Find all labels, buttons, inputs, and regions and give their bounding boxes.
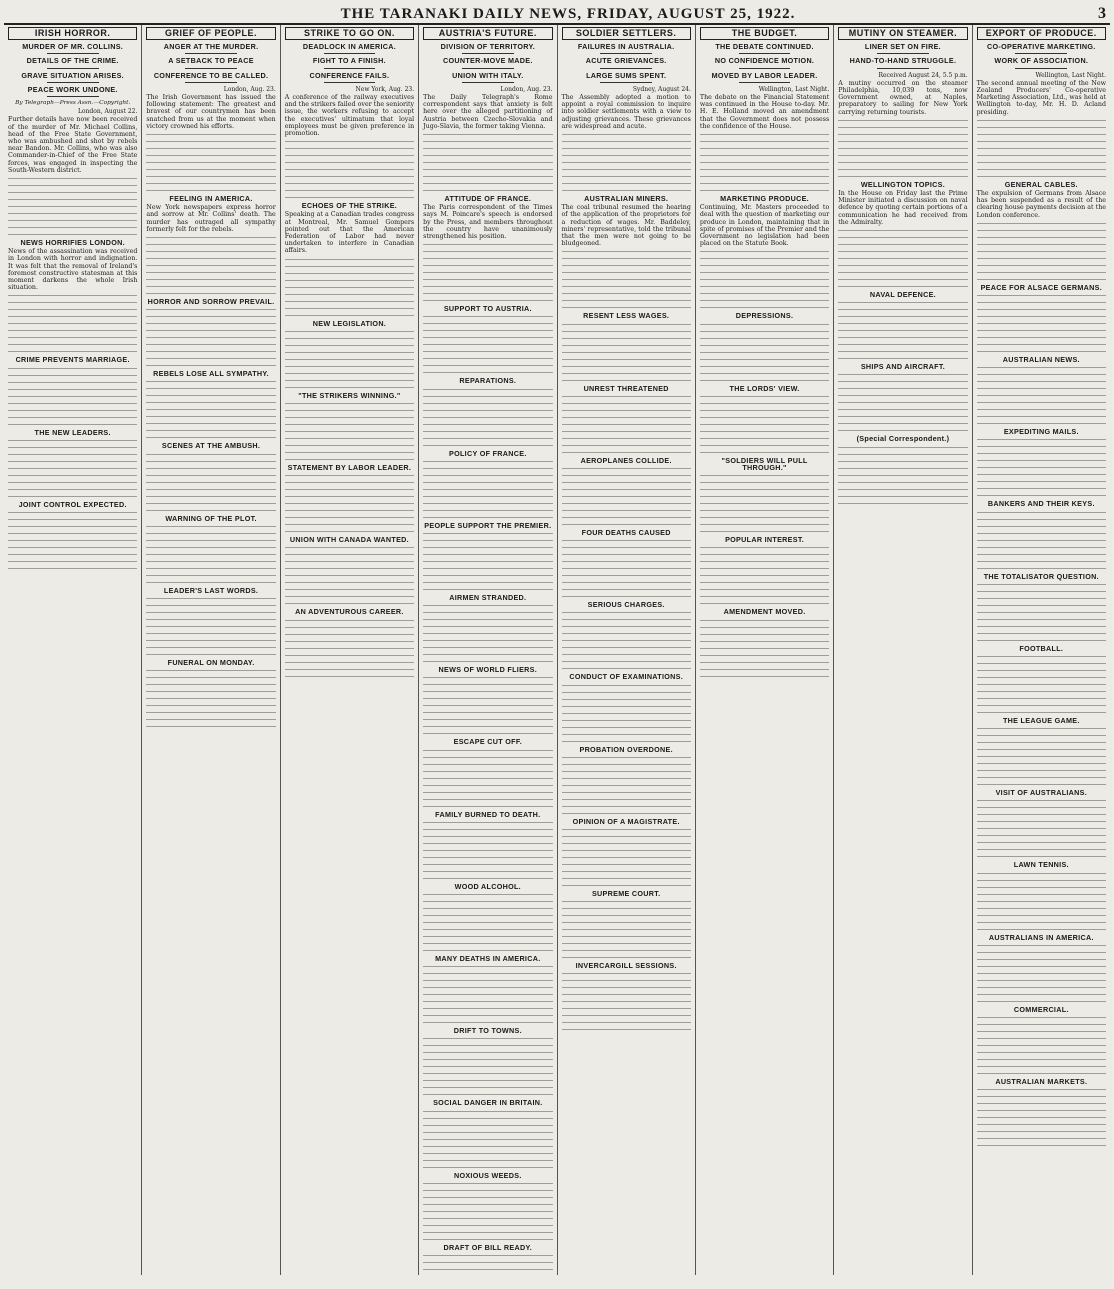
text-lines [562, 394, 691, 454]
text-lines [977, 871, 1106, 931]
text-lines [838, 445, 967, 505]
text-lines [977, 118, 1106, 178]
article-text: The Irish Government has issued the following statement: The greatest and bravest of our countrymen has been snatched from us at the moment when victory crowned his efforts. [146, 94, 276, 130]
rule [47, 53, 99, 54]
text-lines [977, 293, 1106, 353]
text-lines [285, 257, 414, 317]
section-heading: AMENDMENT MOVED. [723, 607, 806, 617]
section-heading: COMMERCIAL. [1013, 1004, 1069, 1014]
received-line: London, Aug. 23. [500, 85, 553, 93]
received-line: New York, Aug. 23. [355, 85, 415, 93]
text-lines [700, 394, 829, 454]
section-heading: THE LEAGUE GAME. [1002, 716, 1080, 726]
text-lines [977, 654, 1106, 714]
rule [185, 82, 237, 83]
text-lines [700, 545, 829, 605]
section-heading: CONDUCT OF EXAMINATIONS. [569, 672, 684, 682]
text-lines [700, 249, 829, 309]
article-subheading: UNION WITH ITALY. [452, 70, 524, 80]
article-subheading: CONFERENCE FAILS. [309, 70, 390, 80]
section-heading: DEPRESSIONS. [735, 311, 794, 321]
section-heading: BANKERS AND THEIR KEYS. [987, 499, 1095, 509]
section-heading: FOOTBALL. [1019, 643, 1064, 653]
section-heading: SCENES AT THE AMBUSH. [161, 441, 261, 451]
section-heading: MANY DEATHS IN AMERICA. [435, 954, 541, 964]
article-heading: EXPORT OF PRODUCE. [977, 27, 1106, 40]
rule [739, 53, 791, 54]
article-text: Continuing, Mr. Masters proceeded to deal with the question of marketing our produce in London, maintaining that in spite of promises of the Premier and the Government no legislation had been placed on the Statute Book. [699, 204, 830, 248]
article-subheading: FIGHT TO A FINISH. [312, 56, 386, 66]
article-subheading: ANGER AT THE MURDER. [163, 42, 259, 52]
text-lines [423, 1109, 552, 1169]
received-line: London, Aug. 23. [223, 85, 276, 93]
article-text: The debate on the Financial Statement was continued in the House to-day. Mr. H. E. Holland moved an amendment that the Government does not possess the confidence of the House. [699, 94, 830, 130]
text-lines [146, 524, 275, 584]
section-heading: POLICY OF FRANCE. [448, 448, 527, 458]
text-lines [977, 365, 1106, 425]
article-heading: MUTINY ON STEAMER. [838, 27, 967, 40]
section-heading: DRIFT TO TOWNS. [453, 1026, 522, 1036]
article-text: A mutiny occurred on the steamer Philadelphia, 10,039 tons, now Government owned, at Naples, preparatory to sailing for New York carrying returning tourists. [838, 79, 968, 116]
text-lines [562, 755, 691, 815]
article-text: The Paris correspondent of the Times says M. Poincare's speech is endorsed by the Press, and members throughout the country have unanimously strengthened his position. [423, 204, 553, 241]
received-line: Wellington, Last Night. [1035, 71, 1106, 79]
article-column [281, 25, 419, 1275]
section-heading: ATTITUDE OF FRANCE. [444, 194, 532, 204]
article-subheading: A SETBACK TO PEACE [168, 56, 254, 66]
section-heading: NEWS OF WORLD FLIERS. [438, 665, 538, 675]
article-text: The Daily Telegraph's Rome correspondent says that anxiety is felt here over the alleged partitioning of Austria between Czecho-Slovakia and Jugo-Slavia, the former taking Vienna. [423, 94, 553, 130]
text-lines [838, 300, 967, 360]
section-heading: POPULAR INTEREST. [725, 535, 805, 545]
section-heading: NEWS HORRIFIES LONDON. [20, 238, 125, 248]
article-subheading: CONFERENCE TO BE CALLED. [153, 70, 269, 80]
rule [324, 82, 376, 83]
section-heading: CRIME PREVENTS MARRIAGE. [15, 355, 130, 365]
text-lines [423, 242, 552, 302]
rule [185, 68, 237, 69]
text-lines [146, 235, 275, 295]
section-heading: PEOPLE SUPPORT THE PREMIER. [424, 520, 552, 530]
rule [1015, 53, 1067, 54]
text-lines [562, 322, 691, 382]
text-lines [423, 964, 552, 1024]
text-lines [423, 459, 552, 519]
article-column [142, 25, 280, 1275]
article-subheading: COUNTER-MOVE MADE. [442, 56, 533, 66]
text-lines [977, 221, 1106, 281]
text-lines [977, 943, 1106, 1003]
section-heading: VISIT OF AUSTRALIANS. [995, 788, 1088, 798]
article-text: New York newspapers express horror and sorrow at Mr. Collins' death. The murder has outraged all sympathy formerly felt for the rebels. [146, 204, 276, 233]
section-heading: SUPPORT TO AUSTRIA. [443, 304, 532, 314]
article-heading: THE BUDGET. [700, 27, 829, 40]
section-heading: "THE STRIKERS WINNING." [298, 390, 401, 400]
text-lines [423, 1181, 552, 1241]
text-lines [562, 466, 691, 526]
article-subheading: WORK OF ASSOCIATION. [994, 56, 1089, 66]
received-line: Sydney, August 24. [632, 85, 691, 93]
text-lines [8, 510, 137, 570]
article-subheading: CO-OPERATIVE MARKETING. [987, 42, 1096, 52]
section-heading: THE NEW LEADERS. [34, 427, 111, 437]
section-heading: EXPEDITING MAILS. [1003, 427, 1079, 437]
section-heading: WARNING OF THE PLOT. [165, 513, 257, 523]
article-text: In the House on Friday last the Prime Minister initiated a discussion on naval defence by quoting certain portions of a communication he had received from the Admiralty. [838, 190, 968, 226]
section-heading: FOUR DEATHS CAUSED [581, 528, 671, 538]
text-lines [838, 372, 967, 432]
section-heading: "SOLDIERS WILL PULL THROUGH." [721, 455, 808, 473]
section-heading: AUSTRALIAN MINERS. [584, 194, 669, 204]
section-heading: JOINT CONTROL EXPECTED. [18, 499, 127, 509]
article-subheading: MURDER OF MR. COLLINS. [22, 42, 124, 52]
text-lines [977, 510, 1106, 570]
text-lines [562, 538, 691, 598]
article-text: Further details have now been received of the murder of Mr. Michael Collins, head of the Free State Government, who was ambushed and shot by rebels near Bandon. Mr. Collins, who was also Commander-in-Chief of the Free State forces, was engaged in inspecting the South-Western district. [8, 116, 138, 174]
section-heading: FEELING IN AMERICA. [169, 194, 253, 204]
article-column [4, 25, 142, 1275]
text-lines [423, 603, 552, 663]
article-column [419, 25, 557, 1275]
section-heading: (Special Correspondent.) [856, 434, 950, 444]
text-lines [285, 139, 414, 199]
rule [600, 53, 652, 54]
byline: By Telegraph—Press Assn.—Copyright. [15, 100, 131, 107]
section-heading: NOXIOUS WEEDS. [453, 1170, 522, 1180]
text-lines [977, 1087, 1106, 1147]
text-lines [423, 820, 552, 880]
rule [47, 96, 99, 97]
article-subheading: LINER SET ON FIRE. [864, 42, 941, 52]
text-lines [285, 473, 414, 533]
section-heading: NEW LEGISLATION. [312, 318, 387, 328]
section-heading: AUSTRALIANS IN AMERICA. [988, 932, 1094, 942]
masthead [4, 3, 1110, 25]
text-lines [8, 438, 137, 498]
section-heading: SHIPS AND AIRCRAFT. [860, 362, 946, 372]
text-lines [977, 798, 1106, 858]
rule [1015, 68, 1067, 69]
text-lines [423, 892, 552, 952]
rule [324, 68, 376, 69]
rule [324, 53, 376, 54]
section-heading: REPARATIONS. [459, 376, 517, 386]
text-lines [146, 596, 275, 656]
text-lines [977, 726, 1106, 786]
rule [462, 82, 514, 83]
article-heading: SOLDIER SETTLERS. [562, 27, 691, 40]
text-lines [423, 531, 552, 591]
article-subheading: FAILURES IN AUSTRALIA. [577, 42, 675, 52]
section-heading: THE LORDS' VIEW. [729, 383, 800, 393]
text-lines [146, 379, 275, 439]
article-subheading: NO CONFIDENCE MOTION. [714, 56, 815, 66]
text-lines [8, 366, 137, 426]
text-lines [700, 618, 829, 678]
rule [877, 53, 929, 54]
section-heading: AUSTRALIAN MARKETS. [995, 1077, 1088, 1087]
article-subheading: GRAVE SITUATION ARISES. [21, 70, 124, 80]
rule [600, 68, 652, 69]
text-lines [423, 1036, 552, 1096]
section-heading: WOOD ALCOHOL. [454, 881, 521, 891]
text-lines [8, 176, 137, 236]
article-column [834, 25, 972, 1275]
text-lines [146, 307, 275, 367]
article-heading: AUSTRIA'S FUTURE. [423, 27, 552, 40]
text-lines [562, 683, 691, 743]
section-heading: REBELS LOSE ALL SYMPATHY. [153, 369, 269, 379]
rule [739, 68, 791, 69]
article-subheading: PEACE WORK UNDONE. [27, 84, 118, 94]
text-lines [423, 387, 552, 447]
section-heading: AEROPLANES COLLIDE. [580, 455, 672, 465]
article-subheading: LARGE SUMS SPENT. [586, 70, 667, 80]
text-lines [700, 132, 829, 192]
text-lines [562, 827, 691, 887]
article-subheading: DETAILS OF THE CRIME. [26, 56, 119, 66]
section-heading: GENERAL CABLES. [1004, 179, 1078, 189]
rule [462, 53, 514, 54]
article-heading: IRISH HORROR. [8, 27, 137, 40]
section-heading: UNREST THREATENED [583, 383, 669, 393]
text-lines [700, 322, 829, 382]
section-heading: FAMILY BURNED TO DEATH. [435, 809, 541, 819]
section-heading: NAVAL DEFENCE. [869, 290, 936, 300]
text-lines [285, 329, 414, 389]
text-lines [146, 452, 275, 512]
section-heading: SOCIAL DANGER IN BRITAIN. [433, 1098, 543, 1108]
section-heading: ECHOES OF THE STRIKE. [301, 201, 398, 211]
article-subheading: THE DEBATE CONTINUED. [715, 42, 814, 52]
section-heading: PEACE FOR ALSACE GERMANS. [980, 282, 1103, 292]
section-heading: MARKETING PRODUCE. [720, 194, 809, 204]
text-lines [977, 1015, 1106, 1075]
section-heading: SERIOUS CHARGES. [587, 600, 665, 610]
article-text: Speaking at a Canadian trades congress at Montreal, Mr. Samuel Gompers pointed out that the American Federation of Labor had never undertaken to interfere in Canadian affairs. [284, 211, 415, 255]
text-lines [700, 473, 829, 533]
section-heading: UNION WITH CANADA WANTED. [289, 535, 409, 545]
text-lines [977, 437, 1106, 497]
article-column [973, 25, 1110, 1275]
section-heading: INVERCARGILL SESSIONS. [575, 961, 677, 971]
rule [47, 82, 99, 83]
article-text: The expulsion of Germans from Alsace has been suspended as a result of the clearing house payments decision at the London conference. [976, 190, 1106, 219]
rule [47, 68, 99, 69]
article-column [696, 25, 834, 1275]
rule [462, 68, 514, 69]
text-lines [423, 314, 552, 374]
text-lines [146, 132, 275, 192]
article-subheading: MOVED BY LABOR LEADER. [711, 70, 818, 80]
section-heading: AUSTRALIAN NEWS. [1002, 355, 1080, 365]
article-text: A conference of the railway executives and the strikers failed over the seniority issue, the workers refusing to accept the executives' ultimatum that loyal employees must be given preference in promotion. [284, 94, 415, 138]
page-number: 3 [1098, 5, 1106, 22]
section-heading: RESENT LESS WAGES. [583, 311, 670, 321]
article-heading: GRIEF OF PEOPLE. [146, 27, 275, 40]
text-lines [838, 228, 967, 288]
article-text: News of the assassination was received in London with horror and indignation. It was felt that the removal of Ireland's foremost constructive statesman at this moment darkens the whole Irish situation. [8, 248, 138, 292]
columns [4, 25, 1110, 1275]
article-subheading: HAND-TO-HAND STRUGGLE. [849, 56, 957, 66]
section-heading: ESCAPE CUT OFF. [453, 737, 523, 747]
masthead-title: THE TARANAKI DAILY NEWS, FRIDAY, AUGUST 25, 1922. [340, 6, 796, 22]
received-line: London, August 22. [77, 108, 138, 116]
section-heading: THE TOTALISATOR QUESTION. [983, 571, 1099, 581]
section-heading: AIRMEN STRANDED. [449, 593, 527, 603]
section-heading: PROBATION OVERDONE. [579, 744, 673, 754]
text-lines [562, 971, 691, 1031]
rule [739, 82, 791, 83]
article-heading: STRIKE TO GO ON. [285, 27, 414, 40]
text-lines [8, 293, 137, 353]
received-line: Received August 24, 5.5 p.m. [878, 71, 968, 79]
article-text: The coal tribunal resumed the hearing of the application of the proprietors for a reduction of wages. Mr. Baddeley, miners' representative, told the tribunal that the men were not going to be bludgeoned. [561, 204, 691, 248]
rule [877, 68, 929, 69]
text-lines [977, 582, 1106, 642]
article-subheading: DEADLOCK IN AMERICA. [302, 42, 397, 52]
text-lines [562, 899, 691, 959]
section-heading: FUNERAL ON MONDAY. [167, 658, 255, 668]
text-lines [285, 401, 414, 461]
text-lines [146, 668, 275, 728]
article-subheading: DIVISION OF TERRITORY. [440, 42, 536, 52]
text-lines [562, 610, 691, 670]
text-lines [423, 132, 552, 192]
article-column [558, 25, 696, 1275]
section-heading: WELLINGTON TOPICS. [860, 179, 946, 189]
text-lines [423, 748, 552, 808]
text-lines [562, 249, 691, 309]
section-heading: HORROR AND SORROW PREVAIL. [147, 297, 275, 307]
rule [185, 53, 237, 54]
text-lines [285, 618, 414, 678]
article-text: The Assembly adopted a motion to appoint a royal commission to inquire into soldier settlements with a view to adjusting grievances. These grievances are widespread and acute. [561, 94, 691, 130]
section-heading: LEADER'S LAST WORDS. [163, 585, 259, 595]
article-subheading: ACUTE GRIEVANCES. [585, 56, 667, 66]
text-lines [838, 118, 967, 178]
newspaper-page [4, 3, 1110, 1283]
rule [600, 82, 652, 83]
article-text: The second annual meeting of the New Zealand Producers' Co-operative Marketing Association, Ltd., was held at Wellington to-day, Mr. H. D. Acland presiding. [976, 79, 1106, 116]
text-lines [423, 1253, 552, 1275]
section-heading: STATEMENT BY LABOR LEADER. [287, 463, 412, 473]
section-heading: AN ADVENTUROUS CAREER. [295, 607, 404, 617]
text-lines [285, 545, 414, 605]
text-lines [423, 675, 552, 735]
section-heading: OPINION OF A MAGISTRATE. [572, 816, 680, 826]
section-heading: LAWN TENNIS. [1013, 860, 1069, 870]
section-heading: DRAFT OF BILL READY. [443, 1242, 533, 1252]
received-line: Wellington, Last Night. [758, 85, 830, 93]
section-heading: SUPREME COURT. [591, 889, 661, 899]
text-lines [562, 132, 691, 192]
